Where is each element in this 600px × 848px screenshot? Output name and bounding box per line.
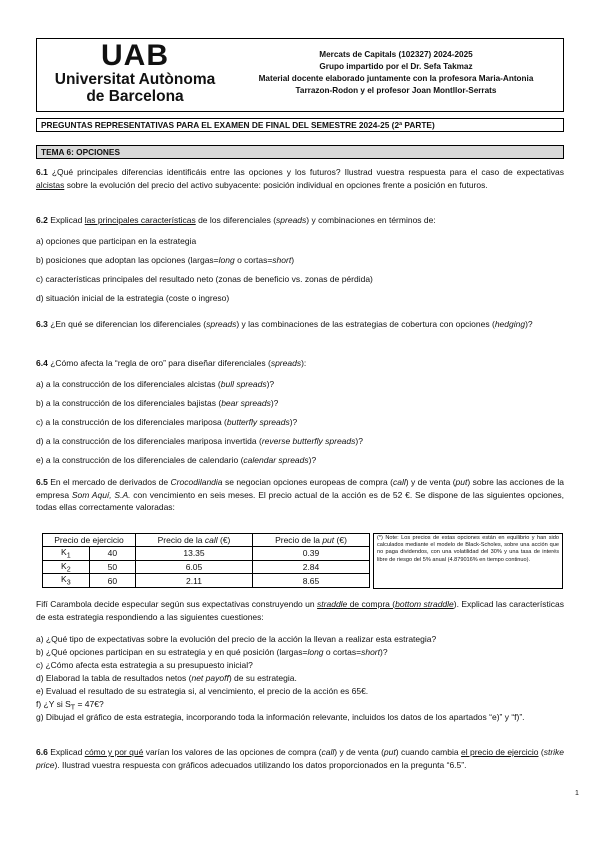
table-row [43, 574, 370, 588]
table-cell: 40 [89, 547, 135, 561]
question-text: Fifí Carambola decide especular según sus expectativas construyendo un [36, 599, 318, 609]
header-text: Precio de la [157, 535, 205, 545]
question-text: calendar spreads [243, 455, 309, 465]
cell-subscript: 1 [66, 551, 71, 560]
question-6-3 [36, 318, 564, 331]
question-text: )? [270, 398, 279, 408]
question-text: )? [266, 379, 275, 389]
question-text: )? [380, 647, 388, 657]
question-number: 6.3 [36, 319, 48, 329]
question-text: strike price [36, 747, 565, 770]
question-text: Crocodilandia [170, 477, 223, 487]
question-text: a) a la construcción de los diferenciales alcistas ( [36, 379, 221, 389]
question-text: put [383, 747, 396, 757]
question-text: ) de su estrategia. [228, 673, 297, 683]
question-text: ) y las combinaciones de las estrategias de cobertura con opciones ( [236, 319, 495, 329]
list-item [36, 672, 564, 685]
question-text: ) y combinaciones en términos de: [306, 215, 436, 225]
header-text: put [322, 535, 335, 545]
cell-text: K [61, 560, 67, 571]
table-row [43, 547, 370, 561]
cell-subscript: 3 [66, 579, 71, 588]
question-text: bull spreads [220, 379, 267, 389]
question-text: short [272, 255, 292, 265]
question-text: bottom straddle [395, 599, 454, 609]
question-number: 6.6 [36, 747, 48, 757]
question-text: de los diferenciales ( [195, 215, 277, 225]
question-text: las principales características [84, 215, 196, 225]
list-item: e) Evaluad el resultado de su estrategia si, al vencimiento, el precio de la acción es 65€. [36, 686, 369, 696]
cell-text: K [61, 547, 67, 557]
table-cell: 2.11 [136, 574, 253, 588]
course-line: Grupo impartido por el Dr. Sefa Takmaz [319, 62, 473, 71]
exam-title: PREGUNTAS REPRESENTATIVAS PARA EL EXAMEN DE FINAL DEL SEMESTRE 2024-25 (2ª PARTE) [36, 118, 564, 132]
question-text: put [455, 477, 468, 487]
list-item [36, 254, 564, 267]
strike-label [43, 547, 90, 561]
list-item: c) características principales del resultado neto (zonas de beneficio vs. zonas de pérdida) [36, 274, 373, 284]
question-text: b) ¿Qué opciones participan en su estrategia y en qué posición (largas= [36, 647, 308, 657]
logo-acronym: UAB [101, 39, 169, 72]
logo-line-1: Universitat Autònoma [54, 71, 216, 88]
question-text: ¿Qué principales diferencias identificáis entre las opciones y los futuros? Ilustrad vuestra respuesta para el caso de expectativas [47, 167, 564, 177]
question-text: spreads [206, 319, 237, 329]
table-cell: 2.84 [253, 560, 370, 574]
question-text: long [307, 647, 324, 657]
question-text: )? [525, 319, 533, 329]
table-header [253, 534, 370, 547]
cell-text: K [61, 574, 67, 585]
question-text: el precio de ejercicio [460, 747, 539, 757]
strike-label [43, 574, 90, 588]
list-item [36, 416, 564, 429]
question-text: )? [308, 455, 317, 465]
question-text: con vencimiento en seis meses. El precio actual de la acción es de 52 €. Se dispone de las siguientes opciones, todas ellas correctamente valoradas: [36, 489, 565, 512]
table-cell: 0.39 [253, 547, 370, 561]
header-text: Precio de la [275, 535, 323, 545]
header-text: call [204, 535, 218, 545]
question-text: f) ¿Y si S [36, 699, 71, 709]
question-text: ) [291, 255, 295, 265]
list-item: d) situación inicial de la estrategia (coste o ingreso) [36, 293, 230, 303]
question-text: = 47€? [75, 699, 104, 709]
question-text: ( [538, 747, 544, 757]
question-number: 6.4 [36, 358, 48, 368]
question-text: b) posiciones que adoptan las opciones (largas= [36, 255, 219, 265]
list-item: a) opciones que participan en la estrategia [36, 236, 197, 246]
subscript: T [70, 703, 76, 712]
pricing-note: (*) Note: Los precios de estas opciones están en equilibrio y han sido calculados mediante el modelo de Black-Scholes, sobre una acción que no paga dividendos, con una volatilidad del 30% y una tasa de interés libre de riesgo del 5% anual (4.879016% en tiempo continuo). [373, 533, 563, 589]
question-text: ¿Cómo afecta la “regla de oro” para diseñar diferenciales ( [47, 358, 271, 368]
list-item [36, 435, 564, 448]
question-number: 6.2 [36, 215, 48, 225]
question-number: 6.5 [36, 477, 48, 487]
table-cell: 6.05 [136, 560, 253, 574]
question-text: butterfly spreads [226, 417, 290, 427]
question-text: e) a la construcción de los diferenciales de calendario ( [36, 455, 244, 465]
list-item [36, 397, 564, 410]
uab-logo [47, 41, 223, 105]
question-text: Explicad [47, 215, 85, 225]
question-text: o cortas= [234, 255, 273, 265]
table-cell: 60 [89, 574, 135, 588]
strike-label [43, 560, 90, 574]
question-text: d) a la construcción de los diferenciales mariposa invertida ( [36, 436, 262, 446]
question-6-6 [36, 746, 564, 771]
page-number: 1 [575, 790, 579, 797]
question-text: long [218, 255, 235, 265]
question-text: straddle [317, 599, 348, 609]
question-6-1 [36, 166, 564, 191]
course-info [233, 49, 559, 97]
question-text: de compra ( [347, 599, 396, 609]
table-cell: 13.35 [136, 547, 253, 561]
list-item [36, 454, 564, 467]
question-text: b) a la construcción de los diferenciales bajistas ( [36, 398, 222, 408]
list-item: g) Dibujad el gráfico de esta estrategia, incorporando toda la información relevante, incluidos los datos de los apartados “e)” y “f)”. [36, 712, 525, 722]
question-text: varían los valores de las opciones de compra ( [143, 747, 322, 757]
question-text: se negocian opciones europeas de compra ( [222, 477, 393, 487]
question-text: call [321, 747, 335, 757]
question-text: ). Explicad las características de esta estrategia respondiendo a las siguientes cuestiones: [36, 599, 564, 622]
table-header-row [43, 534, 370, 547]
question-text: bear spreads [221, 398, 271, 408]
question-text: En el mercado de derivados de [47, 477, 171, 487]
question-text: ): [301, 358, 307, 368]
question-text: reverse butterfly spreads [261, 436, 356, 446]
question-text: ). Ilustrad vuestra respuesta con gráficos adecuados utilizando los datos proporcionados en la pregunta “6.5”. [54, 759, 467, 770]
question-text: short [361, 647, 380, 657]
question-number: 6.1 [36, 167, 48, 177]
table-row [43, 560, 370, 574]
list-item: c) ¿Cómo afecta esta estrategia a su presupuesto inicial? [36, 660, 253, 670]
course-line: Mercats de Capitals (102327) 2024-2025 [319, 50, 473, 59]
question-text: sobre la evolución del precio del activo subyacente: posición individual en opciones frente a posición en futuros. [64, 179, 488, 190]
question-text: ) y de venta ( [334, 747, 384, 757]
list-item: a) ¿Qué tipo de expectativas sobre la evolución del precio de la acción la llevan a realizar esta estrategia? [36, 634, 437, 644]
straddle-intro [36, 598, 564, 623]
header-text: (€) [334, 535, 347, 545]
question-text: )? [289, 417, 298, 427]
question-text: alcistas [36, 179, 65, 190]
question-text: call [392, 477, 406, 487]
question-text: c) a la construcción de los diferenciales mariposa ( [36, 417, 227, 427]
options-price-table [42, 533, 370, 588]
question-text: ) cuando cambia [395, 747, 461, 757]
question-text: spreads [276, 215, 307, 225]
question-6-5 [36, 476, 564, 514]
question-text: o cortas= [323, 647, 362, 657]
question-text: net payoff [191, 673, 229, 683]
course-line: Tarrazon-Rodon y el profesor Joan Montllor-Serrats [295, 86, 497, 95]
header-text: (€) [217, 535, 231, 545]
table-header [136, 534, 253, 547]
cell-subscript: 2 [66, 565, 71, 574]
question-text: Explicad [47, 747, 85, 757]
question-text: d) Elaborad la tabla de resultados netos ( [36, 673, 192, 683]
question-text: cómo y por qué [84, 747, 144, 757]
question-text: )? [355, 436, 363, 446]
question-text: ) y de venta ( [405, 477, 456, 487]
question-6-4 [36, 357, 564, 370]
question-text: spreads [270, 358, 302, 368]
document-header [36, 38, 564, 112]
question-text: ) sobre las acciones de la empresa [36, 477, 564, 500]
table-cell: 50 [89, 560, 135, 574]
course-line: Material docente elaborado juntamente con la profesora Maria-Antonia [258, 74, 534, 83]
question-6-2 [36, 214, 564, 227]
list-item [36, 646, 564, 659]
table-cell: 8.65 [253, 574, 370, 588]
list-item [36, 378, 564, 391]
question-text: Som Aquí, S.A. [71, 489, 131, 500]
topic-title: TEMA 6: OPCIONES [36, 145, 564, 159]
logo-line-2: de Barcelona [86, 88, 184, 105]
table-header: Precio de ejercicio [43, 534, 136, 547]
question-text: hedging [494, 319, 526, 329]
question-text: ¿En qué se diferencian los diferenciales ( [47, 319, 207, 329]
